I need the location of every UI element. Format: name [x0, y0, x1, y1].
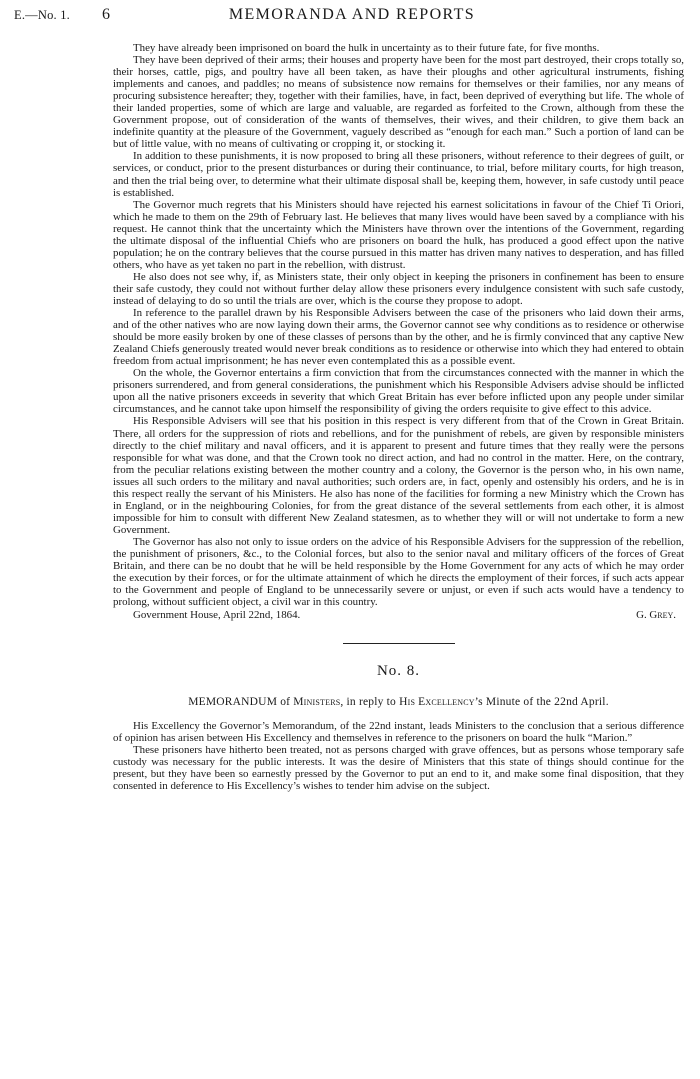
paragraph: In addition to these punishments, it is now proposed to bring all these prisoners, without reference to their degrees of guilt, or services, or conduct, prior to the present disturbances or during their continuance, to trial, before military courts, for high treason, and then the trial being over, to determine what their ultimate disposal shall be, keeping them, however, in safe custody until peace is established. [113, 150, 684, 199]
section-divider [343, 643, 455, 644]
memo-heading-middle: , in reply to [340, 696, 397, 709]
signature: G. Grey. [636, 609, 676, 622]
document-code: E.—No. 1. [14, 8, 70, 22]
memo-heading-suffix: ’s Minute of the 22nd April. [474, 696, 609, 709]
document-number: No. 8. [376, 663, 421, 680]
paragraph: His Responsible Advisers will see that his position in this respect is very different from that of the Crown in Great Britain. There, all orders for the suppression of riots and rebellions, and for the punishment of rebels, are given by responsible ministers directly to the chief military and naval officers, and it is apparent to present and future times that they really were the persons responsible for what was done, and that the Crown took no direct action, and had no control in the matter. Here, on the contrary, from the peculiar relations existing between the mother country and a colony, the Governor is the person who, in his own name, issues all such orders to the military and naval authorities; such orders are, in fact, openly and ostensibly his orders, and he is in this respect really the servant of his Ministers. He also has none of the facilities for forming a new Ministry which the Crown has in England, or in the neighbouring Colonies, for from the great distance of the several settlements from each other, it is almost impossible for him to consult with different New Zealand statesmen, as to whether they will or will not undertake to form a new Government. [113, 415, 684, 536]
memo-heading-prefix: MEMORANDUM of [188, 696, 291, 709]
page-number: 6 [102, 6, 110, 23]
signoff-date: Government House, April 22nd, 1864. [133, 609, 301, 622]
paragraph: They have already been imprisoned on board the hulk in uncertainty as to their future fate, for five months. [133, 42, 600, 54]
paragraph: In reference to the parallel drawn by his Responsible Advisers between the case of the prisoners who laid down their arms, and of the other natives who are now laying down their arms, the Governor cannot see why conditions as to residence or otherwise should be more easily broken by one of these classes of persons than by the other, and he is firmly convinced that any captive New Zealand Chiefs generously treated would never break conditions as to residence or otherwise into which they had entered to obtain freedom from actual imprisonment; he has never even contemplated this as a possible event. [113, 307, 684, 368]
signoff-line [113, 609, 684, 621]
running-title: MEMORANDA AND REPORTS [228, 6, 476, 23]
paragraph: The Governor much regrets that his Ministers should have rejected his earnest solicitations in favour of the Chief Ti Oriori, which he made to them on the 29th of February last. He believes that many lives would have been saved by a compliance with his request. He cannot think that the uncertainty which the Ministers have thrown over the intentions of the Government, regarding the ultimate disposal of the influential Chiefs who are prisoners on board the hulk, has produced a good effect upon the native population; he on the contrary believes that the course pursued in this matter has driven many natives to desperation, and has filled others, who have as yet taken no part in the rebellion, with distrust. [113, 198, 684, 271]
paragraph: His Excellency the Governor’s Memorandum, of the 22nd instant, leads Ministers to the conclusion that a serious difference of opinion has arisen between His Excellency and themselves in reference to the prisoners on board the hulk “Marion.” [113, 720, 684, 745]
memo-heading-excellency: His Excellency [399, 696, 475, 709]
paragraph: These prisoners have hitherto been treated, not as persons charged with grave offences, but as persons whose temporary safe custody was necessary for the public interests. It was the desire of Ministers that this state of things should continue for the present, but they have been so earnestly pressed by the Governor to put an end to it, and make some final disposition, that they consented in deference to His Excellency’s wishes to tender him advise on the subject. [113, 744, 684, 793]
paragraph: They have been deprived of their arms; their houses and property have been for the most part destroyed, their crops totally so, their horses, cattle, pigs, and poultry have all been taken, as have their ploughs and other agricultural instruments, fishing implements and canoes, and paddles; no means of subsistence now remains for themselves or their families, nor any means of procuring subsistence hereafter; they, together with their families, have, in fact, been deprived of everything but life. The whole of their landed properties, some of which are large and valuable, are regarded as forfeited to the Crown, although from these the Government propose, out of consideration of the wants of themselves, their wives, and their children, to give them back an indefinite quantity at the pleasure of the Government, vaguely described as “enough for each man.” Such a portion of land can be but of little value, with no means of cultivating or cropping it, or stocking it. [113, 54, 684, 151]
page-header [14, 6, 690, 28]
paragraph: The Governor has also not only to issue orders on the advice of his Responsible Advisers for the suppression of the rebellion, the punishment of prisoners, &c., to the Colonial forces, but also to the senior naval and military officers of the forces of Great Britain, and there can be no doubt that he will be held responsible by the Home Government for any acts of which he may order the execution by their forces, or for the ultimate attainment of which he directs the employment of their forces, if such acts appear to the Government and people of England to be unnecessarily severe or unjust, or even if such acts would have a tendency to prolong, without sufficient object, a civil war in this country. [113, 535, 684, 609]
paragraph: He also does not see why, if, as Ministers state, their only object in keeping the prisoners in confinement has been to ensure their safe custody, they could not without further delay allow these prisoners every indulgence consistent with such safe custody, instead of delaying to do so until the trials are over, which is the course they propose to adopt. [113, 270, 684, 307]
paragraph: On the whole, the Governor entertains a firm conviction that from the circumstances connected with the manner in which the prisoners surrendered, and from general considerations, the punishment which his Responsible Advisers advise should be inflicted upon all the native prisoners exceeds in severity that which Great Britain has ever before inflicted upon any people under similar circumstances, and he cannot take upon himself the responsibility of giving the orders requisite to give effect to this advice. [113, 367, 684, 416]
memo-heading [113, 696, 684, 708]
memo-heading-ministers: Ministers [293, 696, 341, 709]
document-body [113, 42, 684, 792]
memo-body [113, 720, 684, 792]
